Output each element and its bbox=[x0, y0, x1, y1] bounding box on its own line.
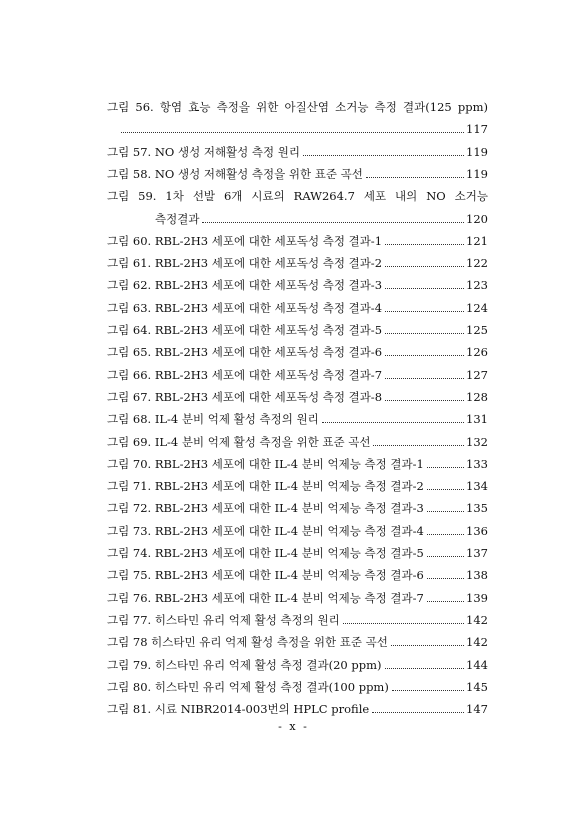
toc-entry-label: 그림 78 히스타민 유리 억제 활성 측정을 위한 표준 곡선 bbox=[107, 635, 388, 650]
toc-entry[interactable] bbox=[107, 586, 488, 606]
leader-dots bbox=[385, 668, 465, 669]
toc-entry-label: 그림 58. NO 생성 저해활성 측정을 위한 표준 곡선 bbox=[107, 166, 363, 181]
toc-entry-page: 123 bbox=[466, 278, 488, 293]
toc-entry-page: 124 bbox=[466, 300, 488, 315]
toc-entry-label: 그림 60. RBL-2H3 세포에 대한 세포독성 측정 결과-1 bbox=[107, 233, 383, 248]
leader-dots bbox=[372, 712, 464, 713]
leader-dots bbox=[385, 355, 464, 356]
toc-entry-page: 138 bbox=[466, 568, 488, 583]
leader-dots bbox=[427, 534, 464, 535]
toc-entry-label: 그림 62. RBL-2H3 세포에 대한 세포독성 측정 결과-3 bbox=[107, 278, 383, 293]
leader-dots bbox=[392, 690, 464, 691]
toc-entry-label: 그림 69. IL-4 분비 억제 활성 측정을 위한 표준 곡선 bbox=[107, 434, 371, 449]
toc-entry[interactable] bbox=[107, 474, 488, 494]
leader-dots bbox=[427, 601, 464, 602]
toc-entry-label: 그림 77. 히스타민 유리 억제 활성 측정의 원리 bbox=[107, 612, 340, 627]
toc-entry-label: 그림 73. RBL-2H3 세포에 대한 IL-4 분비 억제능 측정 결과-4 bbox=[107, 523, 424, 538]
leader-dots bbox=[366, 177, 464, 178]
toc-entry[interactable] bbox=[107, 385, 488, 405]
toc-entry-label: 그림 80. 히스타민 유리 억제 활성 측정 결과(100 ppm) bbox=[107, 679, 389, 694]
toc-entry[interactable] bbox=[107, 519, 488, 539]
toc-entry-label: 그림 81. 시료 NIBR2014-003번의 HPLC profile bbox=[107, 702, 370, 717]
leader-dots bbox=[303, 155, 464, 156]
toc-entry[interactable] bbox=[107, 653, 488, 673]
toc-entry[interactable] bbox=[107, 318, 488, 338]
toc-entry-page: 147 bbox=[466, 702, 488, 717]
toc-entry-page: 144 bbox=[466, 657, 488, 672]
toc-entry-page: 136 bbox=[466, 523, 488, 538]
leader-dots bbox=[385, 333, 464, 334]
toc-entry-page: 121 bbox=[466, 233, 488, 248]
toc-entry[interactable] bbox=[107, 608, 488, 628]
leader-dots bbox=[427, 467, 464, 468]
toc-entry[interactable] bbox=[107, 340, 488, 360]
toc-entry-label: 그림 70. RBL-2H3 세포에 대한 IL-4 분비 억제능 측정 결과-1 bbox=[107, 456, 424, 471]
toc-entry[interactable] bbox=[107, 363, 488, 383]
toc-entry-page: 125 bbox=[466, 323, 488, 337]
toc-entry-page: 127 bbox=[466, 367, 488, 382]
toc-entry-label-cont: 측정결과 bbox=[155, 211, 200, 226]
toc-entry-label: 그림 59. 1차 선발 6개 시료의 RAW264.7 세포 내의 NO 소거능 bbox=[107, 189, 488, 204]
toc-entry-page: 132 bbox=[466, 434, 488, 449]
leader-dots bbox=[385, 288, 464, 289]
toc-entry-label: 그림 65. RBL-2H3 세포에 대한 세포독성 측정 결과-6 bbox=[107, 345, 383, 360]
toc-entry-page: 119 bbox=[466, 144, 488, 159]
leader-dots bbox=[121, 132, 464, 133]
leader-dots bbox=[385, 400, 464, 401]
toc-entry-page: 131 bbox=[466, 412, 488, 427]
toc-entry-page: 119 bbox=[466, 166, 488, 181]
page-number-footer: - x - bbox=[278, 720, 309, 733]
toc-entry-continuation[interactable] bbox=[107, 117, 488, 137]
leader-dots bbox=[373, 445, 464, 446]
toc-entry-page: 142 bbox=[466, 635, 488, 650]
leader-dots bbox=[385, 311, 464, 312]
leader-dots bbox=[385, 266, 464, 267]
toc-entry[interactable] bbox=[107, 140, 488, 160]
leader-dots bbox=[322, 422, 464, 423]
leader-dots bbox=[427, 511, 464, 512]
leader-dots bbox=[427, 556, 464, 557]
toc-entry[interactable] bbox=[107, 162, 488, 182]
toc-entry[interactable] bbox=[107, 452, 488, 472]
toc-entry-page: 135 bbox=[466, 501, 488, 516]
leader-dots bbox=[385, 378, 464, 379]
toc-entry[interactable] bbox=[107, 430, 488, 450]
toc-entry-label: 그림 68. IL-4 분비 억제 활성 측정의 원리 bbox=[107, 412, 319, 427]
toc-entry[interactable] bbox=[107, 184, 488, 204]
toc-entry-label: 그림 71. RBL-2H3 세포에 대한 IL-4 분비 억제능 측정 결과-2 bbox=[107, 479, 424, 494]
leader-dots bbox=[385, 244, 464, 245]
toc-entry[interactable] bbox=[107, 251, 488, 271]
toc-entry-label: 그림 64. RBL-2H3 세포에 대한 세포독성 측정 결과-5 bbox=[107, 323, 383, 337]
toc-entry-page: 133 bbox=[466, 456, 488, 471]
toc-entry-label: 그림 63. RBL-2H3 세포에 대한 세포독성 측정 결과-4 bbox=[107, 300, 383, 315]
toc-entry-page: 142 bbox=[466, 612, 488, 627]
toc-entry[interactable] bbox=[107, 541, 488, 561]
toc-entry-page: 137 bbox=[466, 546, 488, 560]
toc-entry-page: 120 bbox=[466, 211, 488, 226]
toc-entry-label: 그림 67. RBL-2H3 세포에 대한 세포독성 측정 결과-8 bbox=[107, 389, 383, 404]
toc-entry-page: 122 bbox=[466, 256, 488, 271]
toc-entry[interactable] bbox=[107, 697, 488, 717]
toc-entry-page: 139 bbox=[466, 590, 488, 605]
toc-entry-label: 그림 72. RBL-2H3 세포에 대한 IL-4 분비 억제능 측정 결과-3 bbox=[107, 501, 424, 516]
toc-entry[interactable] bbox=[107, 273, 488, 293]
toc-entry-label: 그림 76. RBL-2H3 세포에 대한 IL-4 분비 억제능 측정 결과-7 bbox=[107, 590, 424, 605]
toc-entry[interactable] bbox=[107, 630, 488, 650]
toc-entry[interactable] bbox=[107, 563, 488, 583]
toc-entry-label: 그림 57. NO 생성 저해활성 측정 원리 bbox=[107, 144, 301, 159]
toc-entry[interactable] bbox=[107, 496, 488, 516]
toc-entry-label: 그림 66. RBL-2H3 세포에 대한 세포독성 측정 결과-7 bbox=[107, 367, 383, 382]
toc-entry-label: 그림 61. RBL-2H3 세포에 대한 세포독성 측정 결과-2 bbox=[107, 256, 383, 271]
toc-entry[interactable] bbox=[107, 407, 488, 427]
toc-entry[interactable] bbox=[107, 675, 488, 695]
toc-entry[interactable] bbox=[107, 229, 488, 249]
leader-dots bbox=[391, 645, 464, 646]
toc-entry[interactable] bbox=[107, 296, 488, 316]
leader-dots bbox=[202, 222, 464, 223]
leader-dots bbox=[427, 578, 464, 579]
toc-entry-page: 145 bbox=[466, 679, 488, 694]
toc-entry-label: 그림 79. 히스타민 유리 억제 활성 측정 결과(20 ppm) bbox=[107, 657, 382, 672]
leader-dots bbox=[343, 623, 464, 624]
toc-entry-label: 그림 75. RBL-2H3 세포에 대한 IL-4 분비 억제능 측정 결과-6 bbox=[107, 568, 424, 583]
toc-entry-label: 그림 56. 항염 효능 측정을 위한 아질산염 소거능 측정 결과(125 ppm) bbox=[107, 100, 488, 114]
toc-entry-continuation[interactable] bbox=[155, 207, 488, 227]
leader-dots bbox=[427, 489, 464, 490]
toc-entry[interactable] bbox=[107, 95, 488, 115]
toc-entry-page: 128 bbox=[466, 389, 488, 404]
toc-entry-label: 그림 74. RBL-2H3 세포에 대한 IL-4 분비 억제능 측정 결과-5 bbox=[107, 546, 424, 560]
toc-entry-page: 117 bbox=[466, 122, 488, 137]
toc-entry-page: 126 bbox=[466, 345, 488, 360]
toc-entry-page: 134 bbox=[466, 479, 488, 494]
